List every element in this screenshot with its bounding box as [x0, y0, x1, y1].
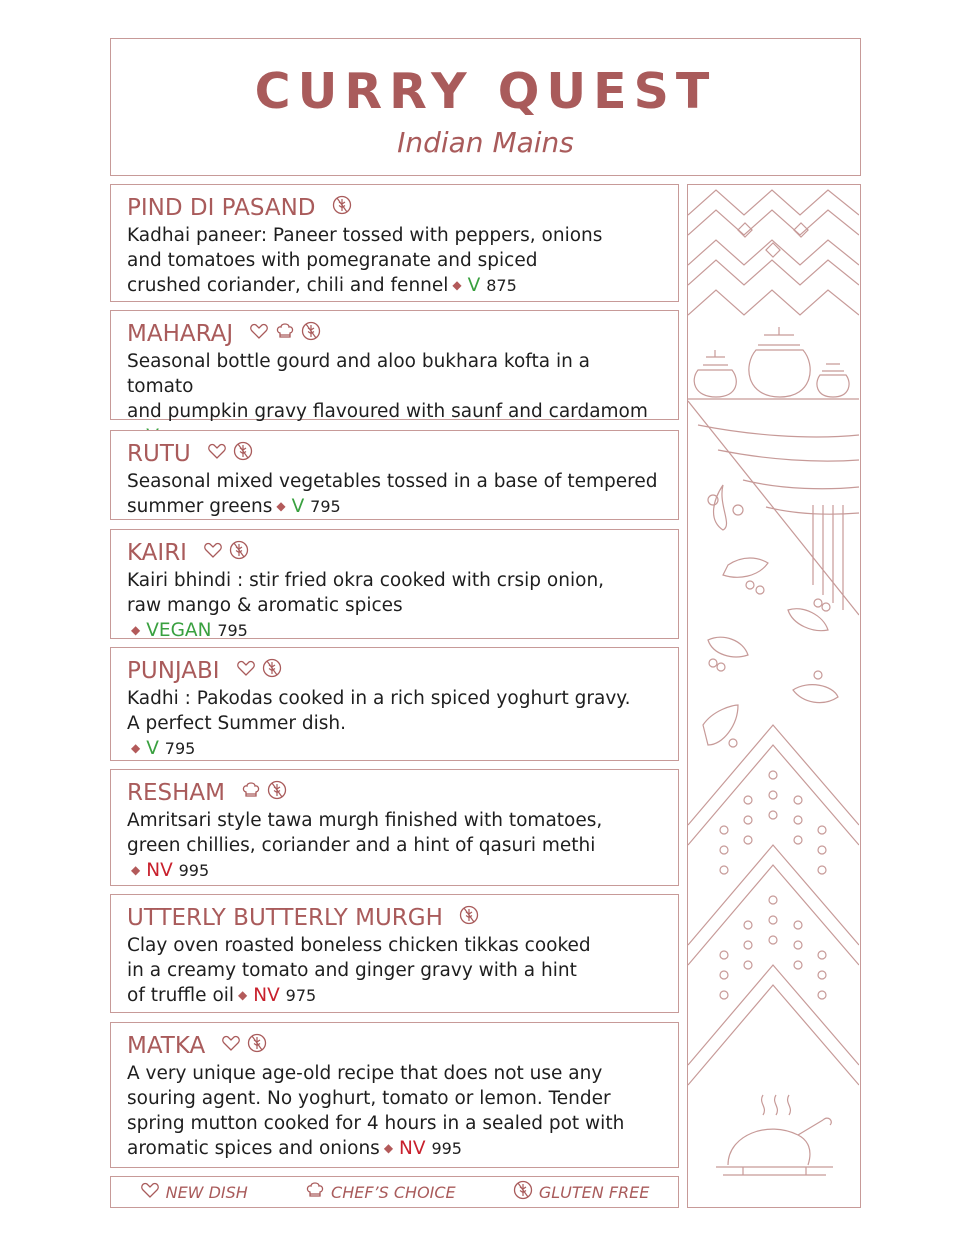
item-desc-line: raw mango & aromatic spices	[127, 595, 403, 616]
diamond-icon: ◆	[383, 1141, 394, 1155]
item-price: 995	[178, 861, 210, 880]
item-name: MAHARAJ	[127, 321, 234, 347]
item-name: PIND DI PASAND	[127, 195, 316, 221]
item-desc-line: Kadhi : Pakodas cooked in a rich spiced yoghurt gravy.	[127, 688, 631, 709]
item-desc-line: Clay oven roasted boneless chicken tikkas cooked	[127, 935, 591, 956]
menu-subtitle: Indian Mains	[397, 126, 574, 159]
menu-header	[110, 38, 861, 176]
item-desc-line: Kadhai paneer: Paneer tossed with peppers, onions	[127, 225, 603, 246]
heart-icon	[140, 1180, 160, 1204]
item-name: RESHAM	[127, 780, 225, 806]
menu-item	[110, 529, 679, 639]
heart-icon	[249, 319, 269, 349]
item-price: 995	[431, 1139, 462, 1158]
diamond-icon: ◆	[131, 623, 141, 637]
legend-new-dish	[140, 1180, 248, 1204]
heart-icon	[236, 656, 256, 686]
item-name: UTTERLY BUTTERLY MURGH	[127, 905, 443, 931]
restaurant-title: CURRY QUEST	[254, 63, 717, 120]
diamond-icon: ◆	[131, 741, 141, 755]
menu-item	[110, 647, 679, 761]
gluten-free-icon	[301, 319, 321, 349]
heart-icon	[207, 439, 227, 469]
diet-tag: V	[146, 738, 159, 759]
item-desc-line: Kairi bhindi : stir fried okra cooked with crsip onion,	[127, 570, 605, 591]
decorative-illustration	[688, 185, 859, 1206]
diamond-icon: ◆	[131, 863, 141, 877]
item-name: KAIRI	[127, 540, 187, 566]
diet-tag: NV	[399, 1138, 426, 1159]
item-name: MATKA	[127, 1033, 206, 1059]
legend-label: GLUTEN FREE	[538, 1182, 650, 1202]
diet-tag: NV	[253, 985, 280, 1006]
menu-item	[110, 769, 679, 886]
item-desc-line: souring agent. No yoghurt, tomato or lemon. Tender	[127, 1088, 611, 1109]
item-desc-line: Seasonal bottle gourd and aloo bukhara kofta in a tomato	[127, 351, 591, 397]
item-desc-line: Seasonal mixed vegetables tossed in a base of tempered	[127, 471, 658, 492]
decorative-panel	[687, 184, 861, 1208]
legend-label: NEW DISH	[165, 1182, 248, 1202]
item-price: 795	[217, 621, 248, 640]
item-price: 795	[164, 739, 196, 758]
item-desc-line: summer greens	[127, 496, 273, 517]
menu-item	[110, 430, 679, 520]
diet-tag: V	[291, 496, 305, 517]
menu-item	[110, 894, 679, 1013]
gluten-free-icon	[332, 193, 352, 223]
heart-icon	[203, 538, 223, 568]
gluten-free-icon	[262, 656, 282, 686]
gluten-free-icon	[229, 538, 249, 568]
chef-hat-icon	[305, 1180, 325, 1204]
item-desc-line: crushed coriander, chili and fennel	[127, 275, 449, 296]
diamond-icon: ◆	[452, 278, 462, 292]
item-price: 975	[285, 986, 317, 1005]
item-desc-line: spring mutton cooked for 4 hours in a sealed pot with	[127, 1113, 625, 1134]
item-desc-line: and tomatoes with pomegranate and spiced	[127, 250, 538, 271]
item-name: RUTU	[127, 441, 191, 467]
item-price: 795	[310, 497, 341, 516]
item-desc-line: A perfect Summer dish.	[127, 713, 346, 734]
item-desc-line: A very unique age-old recipe that does not use any	[127, 1063, 603, 1084]
gluten-free-icon	[513, 1180, 533, 1204]
item-desc-line: green chillies, coriander and a hint of qasuri methi	[127, 835, 596, 856]
item-name: PUNJABI	[127, 658, 220, 684]
item-desc-line: Amritsari style tawa murgh finished with tomatoes,	[127, 810, 603, 831]
gluten-free-icon	[459, 903, 479, 933]
diet-tag: VEGAN	[146, 620, 212, 641]
item-desc-line: of truffle oil	[127, 985, 235, 1006]
item-desc-line: aromatic spices and onions	[127, 1138, 380, 1159]
legend-gluten-free	[513, 1180, 650, 1204]
menu-item	[110, 184, 679, 302]
gluten-free-icon	[247, 1031, 267, 1061]
item-price: 875	[486, 276, 517, 295]
item-desc-line: and pumpkin gravy flavoured with saunf and cardamom	[127, 401, 648, 422]
diamond-icon: ◆	[238, 988, 248, 1002]
legend-label: CHEF’S CHOICE	[331, 1182, 456, 1202]
gluten-free-icon	[233, 439, 253, 469]
chef-hat-icon	[241, 778, 261, 808]
menu-item	[110, 310, 679, 420]
chef-hat-icon	[275, 319, 295, 349]
diet-tag: V	[467, 275, 481, 296]
menu-item	[110, 1022, 679, 1168]
legend-bar	[110, 1176, 679, 1208]
heart-icon	[221, 1031, 241, 1061]
gluten-free-icon	[267, 778, 287, 808]
diet-tag: NV	[146, 860, 173, 881]
diamond-icon: ◆	[276, 499, 286, 513]
legend-chefs-choice	[305, 1180, 456, 1204]
item-desc-line: in a creamy tomato and ginger gravy with a hint	[127, 960, 577, 981]
